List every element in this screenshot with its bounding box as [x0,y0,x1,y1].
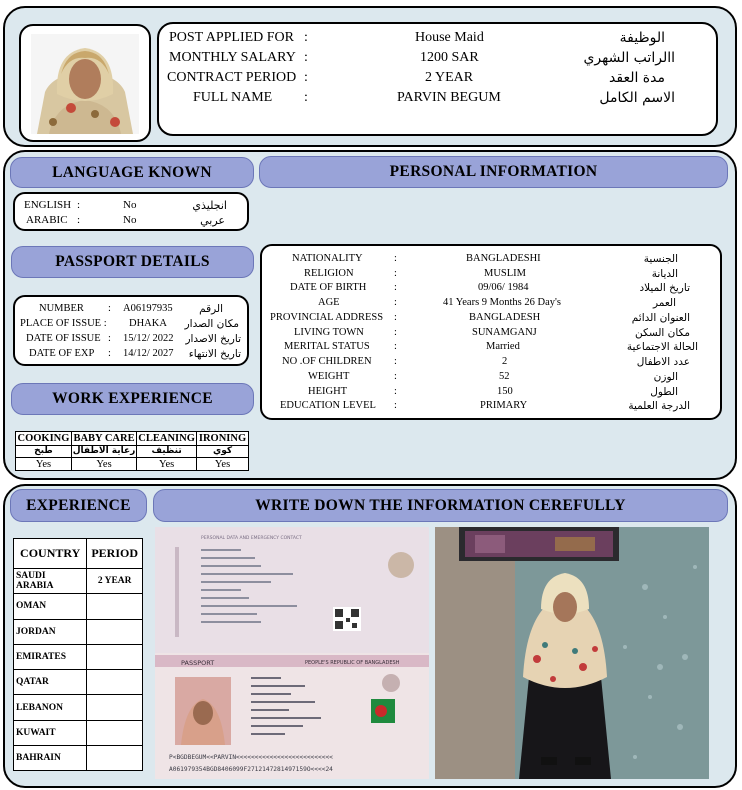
religion-value: MUSLIM [484,268,527,279]
passport-number-arabic: الرقم [199,303,223,315]
date-of-birth-arabic: تاريخ الميلاد [639,282,690,294]
passport-data-header: PERSONAL DATA AND EMERGENCY CONTACT [201,536,302,541]
full-name-arabic: الاسم الكامل [599,90,675,106]
colon: : [304,30,308,45]
arabic-row [15,214,251,228]
english-row [15,199,251,213]
contract-period-label: CONTRACT PERIOD [167,70,297,85]
cleaning-value: Yes [137,458,197,471]
passport-scan-image [155,527,429,779]
full-name-label: FULL NAME [193,90,273,105]
provincial-address-value: BANGLADESH [469,312,541,323]
profile-photo [31,34,139,134]
religion-row [262,268,728,283]
weight-row [262,371,728,386]
colon: : [394,297,397,308]
full-body-photo [435,527,709,779]
passport-box [13,295,249,366]
table-row [14,695,143,720]
post-applied-arabic: الوظيفة [619,30,665,46]
living-town-row [262,327,728,342]
passport-type-text: PASSPORT [181,659,215,667]
language-known-title: LANGUAGE KNOWN [10,157,254,188]
colon: : [394,356,397,367]
nationality-arabic: الجنسية [643,253,678,265]
baby-care-header: BABY CARE [71,432,136,446]
date-of-exp-row [15,348,251,363]
children-value: 2 [502,356,508,367]
passport-mrz-line-1: P<BGDBEGUM<<PARVIN<<<<<<<<<<<<<<<<<<<<<<<<<< [169,754,333,761]
cleaning-header: CLEANING [138,433,195,444]
date-of-issue-label: DATE OF ISSUE [26,333,101,344]
date-of-birth-value: 09/06/ 1984 [478,282,529,293]
colon: : [394,400,397,411]
profile-photo-frame [19,24,151,142]
country-cell: EMIRATES [14,644,87,669]
work-experience-values-row [16,458,249,471]
personal-information-title: PERSONAL INFORMATION [259,156,728,188]
provincial-address-row [262,312,728,327]
place-of-issue-value: DHAKA [129,318,167,329]
country-cell: LEBANON [14,695,87,720]
write-information-banner: WRITE DOWN THE INFORMATION CEREFULLY [153,489,728,522]
table-row [14,594,143,619]
header-section [3,6,737,147]
monthly-salary-value: 1200 SAR [420,50,479,65]
children-arabic: عدد الاطفال [636,356,690,368]
period-cell [87,619,143,644]
language-box [13,192,249,231]
period-cell [87,594,143,619]
colon: : [394,282,397,293]
cleaning-arabic: تنظيف [137,446,197,458]
work-experience-arabic-row [16,446,249,458]
colon: : [394,386,397,397]
date-of-exp-label: DATE OF EXP [29,348,95,359]
period-column-header: PERIOD [87,539,143,569]
merital-status-value: Married [486,341,520,352]
colon: : [394,371,397,382]
place-of-issue-row [15,318,251,333]
country-cell: KUWAIT [14,720,87,745]
monthly-salary-label: MONTHLY SALARY [169,50,296,65]
table-row [14,720,143,745]
english-arabic: انجليذي [192,199,227,212]
colon: : [108,348,111,359]
english-label: ENGLISH [24,199,72,211]
colon: : [108,333,111,344]
living-town-value: SUNAMGANJ [472,327,537,338]
date-of-exp-arabic: تاريخ الانتهاء [188,348,241,360]
place-of-issue-arabic: مكان الصدار [184,318,239,330]
country-cell: QATAR [14,670,87,695]
table-row [14,569,143,594]
religion-arabic: الديانة [651,268,678,280]
ironing-arabic: كوي [197,446,249,458]
age-value: 41 Years 9 Months 26 Day's [443,297,561,308]
period-cell [87,720,143,745]
post-info-box [157,22,718,136]
place-of-issue-label: PLACE OF ISSUE : [20,318,107,329]
passport-number-label: NUMBER [39,303,84,314]
date-of-birth-row [262,282,728,297]
monthly-salary-row [159,50,719,70]
date-of-birth-label: DATE OF BIRTH [290,282,367,293]
date-of-exp-value: 14/12/ 2027 [123,348,174,359]
age-arabic: العمر [652,297,676,309]
height-label: HEIGHT [308,386,348,397]
cooking-value: Yes [16,458,72,471]
table-row [14,619,143,644]
religion-label: RELIGION [304,268,354,279]
work-experience-table [15,431,249,471]
colon: : [394,312,397,323]
date-of-issue-row [15,333,251,348]
colon: : [77,214,81,226]
ironing-header: IRONING [197,432,249,446]
merital-status-row [262,341,728,356]
children-label: NO .OF CHILDREN [282,356,372,367]
post-applied-row [159,30,719,50]
date-of-issue-arabic: تاريخ الاصدار [185,333,241,345]
baby-care-arabic: رعاية الاطفال [72,446,136,456]
colon: : [304,90,308,105]
children-row [262,356,728,371]
colon: : [394,253,397,264]
provincial-address-arabic: العنوان الدائم [631,312,690,324]
colon: : [394,327,397,338]
period-cell [87,670,143,695]
country-column-header: COUNTRY [14,539,87,569]
weight-arabic: الوزن [653,371,678,383]
ironing-value: Yes [197,458,249,471]
table-row [14,746,143,771]
full-name-value: PARVIN BEGUM [397,90,501,105]
nationality-label: NATIONALITY [292,253,363,264]
colon: : [304,70,308,85]
country-table-header [14,539,143,569]
post-applied-value: House Maid [415,30,484,45]
passport-details-title: PASSPORT DETAILS [11,246,254,278]
arabic-label: ARABIC [26,214,68,226]
period-cell: 2 YEAR [87,569,143,594]
country-cell: BAHRAIN [14,746,87,771]
table-row [14,670,143,695]
colon: : [77,199,81,211]
passport-number-value: A06197935 [123,303,173,314]
living-town-label: LIVING TOWN [294,327,364,338]
education-level-label: EDUCATION LEVEL [280,400,376,411]
education-level-row [262,400,728,415]
nationality-row [262,253,728,268]
english-value: No [123,199,137,211]
living-town-arabic: مكان السكن [635,327,690,339]
colon: : [108,303,111,314]
contract-period-row [159,70,719,90]
cooking-header: COOKING [17,433,70,444]
nationality-value: BANGLADESHI [466,253,541,264]
weight-value: 52 [499,371,510,382]
height-value: 150 [497,386,513,397]
baby-care-value: Yes [71,458,136,471]
work-experience-title: WORK EXPERIENCE [11,383,254,415]
monthly-salary-arabic: االراتب الشهري [583,50,675,66]
country-experience-table [13,538,143,771]
age-row [262,297,728,312]
passport-country-text: PEOPLE'S REPUBLIC OF BANGLADESH [305,660,400,666]
country-cell: SAUDI ARABIA [14,569,87,594]
arabic-value: No [123,214,137,226]
arabic-arabic: عربي [200,214,225,227]
height-arabic: الطول [650,386,678,398]
country-cell: JORDAN [14,619,87,644]
merital-status-arabic: الحالة الاجتماعية [626,341,698,353]
period-cell [87,695,143,720]
colon: : [394,268,397,279]
passport-mrz-line-2: A061979354BGD8406099F2712147281497159O<<<<24 [169,766,333,773]
weight-label: WEIGHT [308,371,350,382]
age-label: AGE [318,297,340,308]
date-of-issue-value: 15/12/ 2022 [123,333,174,344]
merital-status-label: MERITAL STATUS [284,341,370,352]
table-row [14,644,143,669]
contract-period-arabic: مدة العقد [609,70,665,86]
education-level-arabic: الدرجة العلمية [628,400,690,412]
period-cell [87,644,143,669]
provincial-address-label: PROVINCIAL ADDRESS [270,312,384,323]
country-cell: OMAN [14,594,87,619]
colon: : [304,50,308,65]
education-level-value: PRIMARY [480,400,528,411]
contract-period-value: 2 YEAR [425,70,474,85]
experience-title: EXPERIENCE [10,489,147,522]
work-experience-header-row [16,432,249,446]
personal-information-box [260,244,722,420]
post-applied-label: POST APPLIED FOR [169,30,295,45]
height-row [262,386,728,401]
colon: : [394,341,397,352]
full-name-row [159,90,719,110]
period-cell [87,746,143,771]
cooking-arabic: طبخ [16,446,72,458]
passport-number-row [15,303,251,318]
